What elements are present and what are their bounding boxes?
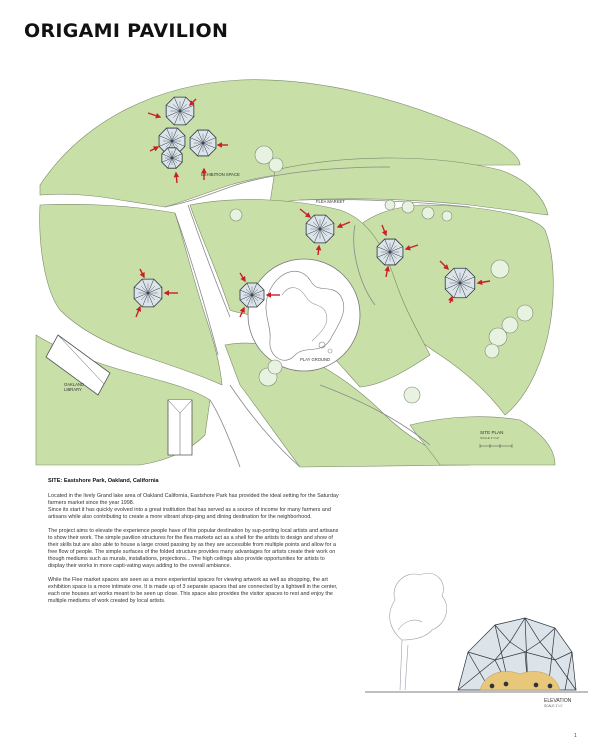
flea-pavilion-1 [306, 215, 334, 243]
elevation-pavilion [458, 618, 576, 690]
site-plan-title: SITE PLAN [480, 430, 504, 435]
paragraph-project: The project aims to elevate the experience people have of this popular destination by sup-porting local artists and artisans to show their work. The simple pavilion structures for the flea markets act as a shell for the artists to design and show of their skills but are also able to house a large crowd passing by as they are accessible from multiple points and allow for a free flow of people. The simple surfaces of the folded structure provides many advantages for artists create their work on though mediums such as murals, installations, projections... The high ceilings also provide opportunities for artists to display their works in more capti-vating ways adding to the overall ambiance. [48, 527, 339, 570]
entry-arrow [318, 246, 319, 255]
page-title: ORIGAMI PAVILION [24, 20, 229, 42]
flea-pavilion-2 [377, 239, 403, 265]
site-plan [0, 55, 600, 470]
market-pavilion-5 [240, 283, 264, 307]
exhibition-pavilion-4 [162, 148, 182, 168]
entry-arrow [176, 173, 177, 183]
paragraph-exhibition: While the Flee market spaces are seen as a more experiential spaces for viewing artwork as well as shopping, the art exhibition space is a more intimate one. It is made up of 3 separate spaces that are connected by a lightwell in the center, each one houses art works meant to be seen up close. This space also provides the visitor spaces to rest and enjoy the multiple mediums of work created by local artists. [48, 577, 338, 605]
playground [248, 259, 360, 371]
market-pavilion-4 [134, 279, 162, 307]
exhibition-pavilion-1 [166, 97, 194, 125]
flea-market-label: FLEA MARKET [316, 199, 345, 204]
page-number: 1 [574, 733, 577, 739]
site-description [48, 478, 341, 612]
flea-pavilion-3 [445, 268, 475, 298]
exhibition-space-label: EXHIBITION SPACE [201, 172, 240, 177]
library-label: OAKLAND LIBRARY [64, 382, 85, 392]
elevation-tree [390, 573, 447, 690]
elevation-scale: SCALE 1"=1' [544, 704, 563, 708]
elevation-drawing [360, 560, 590, 720]
paragraph-location: Located in the lively Grand lake area of Oakland California, Eastshore Park has provided the ideal setting for the Saturday farmers market since the year 1998. Since its start it has quickly evolved into a great institution that has served as a source of income for many farmers and artisans while also contributing to create a more vibrant shop-ping and dining destination for the neighborhood. [48, 493, 339, 521]
site-heading: SITE: Eastshore Park, Oakland, California [48, 478, 159, 484]
exhibition-pavilion-3 [190, 130, 216, 156]
site-plan-scale-text: SCALE 1"=10' [480, 436, 500, 440]
elevation-title: ELEVATION [544, 698, 572, 704]
play-ground-label: PLAY GROUND [300, 357, 331, 362]
